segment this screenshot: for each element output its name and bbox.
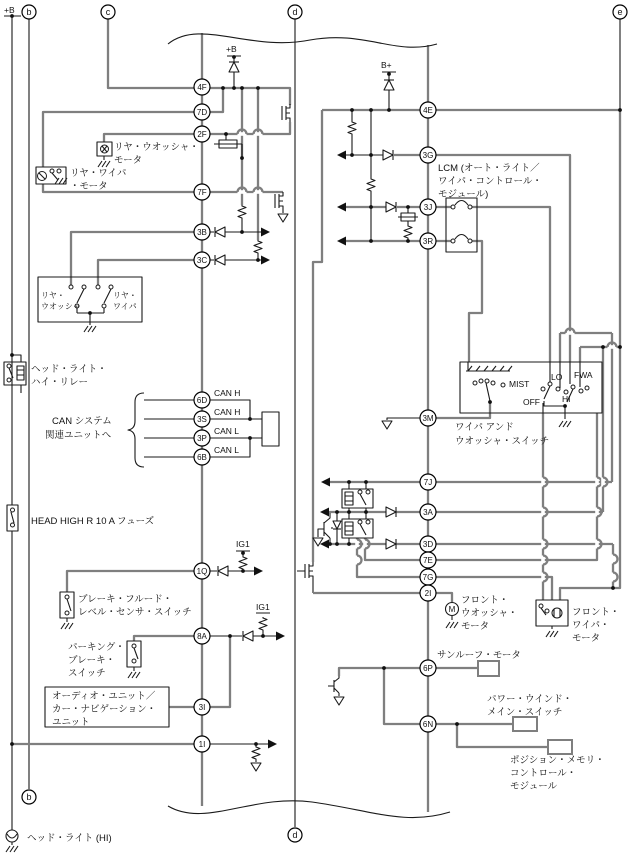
svg-text:6N: 6N (422, 720, 434, 729)
ground-triangle-icon (278, 214, 288, 222)
label-rear-wiper-sw-2: ワイパ (113, 302, 137, 311)
label-wiper-sw-1: ワイパ アンド (455, 422, 514, 433)
svg-text:3D: 3D (422, 540, 434, 549)
mosfet-icons (275, 104, 313, 580)
connector-6d (194, 392, 210, 408)
label-front-wiper-1: フロント・ (572, 607, 620, 618)
label-ig1-b: IG1 (256, 602, 270, 612)
svg-text:7F: 7F (197, 188, 207, 197)
label-parking-3: スイッチ (68, 668, 106, 679)
connector-3r (420, 233, 436, 249)
label-rear-washer-motor-1: リヤ・ウオッシャ・ (114, 142, 199, 153)
power-window-main-switch-box (513, 717, 537, 731)
svg-text:6P: 6P (423, 664, 433, 673)
terminal-e-top (613, 5, 627, 19)
label-b-plus: B+ (381, 60, 392, 70)
svg-text:3G: 3G (422, 151, 434, 160)
arrow-icons (254, 151, 346, 749)
svg-text:6B: 6B (197, 453, 207, 462)
connector-3b (194, 224, 210, 240)
connector-3d (420, 536, 436, 552)
motor-m-label: M (448, 605, 456, 614)
headlight-high-relay (4, 362, 26, 385)
label-can-l-b: CAN L (214, 445, 240, 455)
connector-6p (420, 660, 436, 676)
label-lcm-3: モジュール) (438, 189, 489, 200)
label-rear-washer-sw-2: ウオッシャ (41, 302, 81, 311)
svg-text:3S: 3S (197, 415, 207, 424)
brake-fluid-level-sensor-switch (60, 592, 74, 618)
label-off: OFF (523, 397, 540, 407)
head-high-fuse (7, 505, 18, 531)
terminal-d-bottom (288, 828, 302, 842)
svg-text:2I: 2I (424, 589, 432, 598)
label-rear-wiper-motor-2: ・モータ (70, 181, 108, 192)
svg-text:b: b (26, 792, 32, 802)
svg-text:3C: 3C (196, 256, 208, 265)
can-terminator-box (262, 412, 279, 446)
terminal-d-top (288, 5, 302, 19)
label-brake-fluid-1: ブレーキ・フルード・ (78, 594, 173, 605)
terminal-b-top (22, 5, 36, 19)
svg-text:d: d (292, 7, 298, 17)
rear-washer-motor (97, 142, 112, 156)
svg-text:7E: 7E (423, 556, 433, 565)
svg-text:b: b (26, 7, 32, 17)
label-front-wiper-3: モータ (572, 633, 601, 644)
connector-6b (194, 449, 210, 465)
connector-3i (194, 699, 210, 715)
connector-7g (420, 569, 436, 585)
label-plus-b-left: +B (4, 5, 15, 15)
label-ig1-a: IG1 (236, 539, 250, 549)
connector-3j (420, 199, 436, 215)
connector-7f (194, 184, 210, 200)
label-audio-2: カー・ナビゲーション・ (52, 704, 157, 715)
label-pw-1: パワー・ウインド・ (487, 694, 573, 705)
label-rear-wiper-motor-1: リヤ・ワイパ (70, 168, 127, 179)
label-can-h-b: CAN H (214, 407, 241, 417)
label-headlight-hi: ヘッド・ライト (HI) (27, 833, 112, 844)
connector-1q (194, 563, 210, 579)
label-plus-b-mid: +B (226, 44, 237, 54)
label-front-washer-2: ウオッシャ・ (461, 608, 518, 619)
svg-text:8A: 8A (197, 632, 207, 641)
svg-text:6D: 6D (196, 396, 208, 405)
label-wiper-sw-2: ウオッシャ・スイッチ (455, 436, 550, 447)
svg-text:7D: 7D (196, 108, 208, 117)
svg-text:c: c (105, 7, 111, 17)
ground-icons (6, 161, 571, 852)
svg-text:1I: 1I (198, 740, 206, 749)
front-washer-motor (446, 603, 459, 616)
connector-1i (194, 736, 210, 752)
connector-6n (420, 716, 436, 732)
label-pos-mem-2: コントロール・ (510, 768, 577, 779)
front-wiper-motor (536, 600, 568, 626)
label-fwa: FWA (574, 370, 593, 380)
terminal-c-top (101, 5, 115, 19)
label-sunroof: サンルーフ・モータ (437, 650, 521, 661)
connector-3m (420, 410, 436, 426)
connector-3a (420, 504, 436, 520)
svg-text:1Q: 1Q (196, 567, 208, 576)
svg-text:3J: 3J (423, 203, 433, 212)
labels (4, 5, 623, 844)
label-audio-3: ユニット (52, 717, 90, 728)
svg-text:3I: 3I (198, 703, 206, 712)
label-front-washer-1: フロント・ (461, 595, 509, 606)
label-can-system-1: CAN システム (52, 416, 112, 427)
label-hi: HI (562, 394, 571, 404)
label-rear-washer-sw-1: リヤ・ (41, 291, 65, 300)
sunroof-motor-box (478, 661, 499, 676)
label-front-wiper-2: ワイパ・ (572, 620, 610, 631)
connector-7d (194, 104, 210, 120)
label-lo: LO (551, 372, 563, 382)
svg-text:2F: 2F (197, 130, 207, 139)
svg-text:4F: 4F (197, 83, 207, 92)
svg-text:3A: 3A (423, 508, 433, 517)
connector-8a (194, 628, 210, 644)
label-front-washer-3: モータ (461, 621, 490, 632)
svg-text:7J: 7J (423, 478, 433, 487)
connector-3g (420, 147, 436, 163)
label-can-h-a: CAN H (214, 388, 241, 398)
svg-text:3P: 3P (197, 434, 207, 443)
label-pos-mem-1: ポジション・メモリ・ (510, 755, 605, 766)
headlight-hi-bulb (6, 830, 18, 845)
label-pos-mem-3: モジュール (510, 781, 558, 792)
label-headlight-relay-2: ハイ・リレー (31, 377, 89, 388)
connector-7e (420, 552, 436, 568)
connector-4e (420, 102, 436, 118)
label-pw-2: メイン・スイッチ (487, 707, 563, 718)
connector-7j (420, 474, 436, 490)
connector-3c (194, 252, 210, 268)
terminal-b-bottom (22, 790, 36, 804)
label-rear-washer-motor-2: モータ (114, 155, 143, 166)
label-brake-fluid-2: レベル・センサ・スイッチ (78, 607, 192, 618)
rear-wiper-motor (36, 167, 67, 184)
label-head-high-fuse: HEAD HIGH R 10 A フューズ (31, 516, 155, 527)
label-mist: MIST (509, 379, 530, 389)
parking-brake-switch (127, 641, 141, 667)
label-rear-wiper-sw-1: リヤ・ (113, 291, 137, 300)
connector-3s (194, 411, 210, 427)
label-can-l-a: CAN L (214, 426, 240, 436)
wiper-relays (342, 489, 373, 538)
label-can-system-2: 関連ユニットへ (45, 430, 112, 441)
junction-dots (10, 14, 622, 746)
connector-3p (194, 430, 210, 446)
label-lcm-2: ワイパ・コントロール・ (438, 176, 542, 187)
svg-text:3R: 3R (422, 237, 434, 246)
label-parking-1: パーキング・ (68, 642, 125, 653)
svg-text:3M: 3M (422, 414, 434, 423)
svg-text:7G: 7G (422, 573, 434, 582)
svg-text:e: e (617, 7, 623, 17)
connector-4f (194, 79, 210, 95)
connector-2f (194, 126, 210, 142)
label-audio-1: オーディオ・ユニット／ (52, 691, 156, 702)
connector-2i (420, 585, 436, 601)
svg-text:3B: 3B (197, 228, 207, 237)
diode-icon (229, 62, 239, 72)
svg-text:d: d (292, 830, 298, 840)
svg-text:4E: 4E (423, 106, 433, 115)
label-lcm-1: LCM (オート・ライト／ (438, 163, 540, 174)
position-memory-module-box (548, 740, 572, 754)
label-parking-2: ブレーキ・ (68, 655, 116, 666)
label-headlight-relay-1: ヘッド・ライト・ (31, 364, 107, 375)
